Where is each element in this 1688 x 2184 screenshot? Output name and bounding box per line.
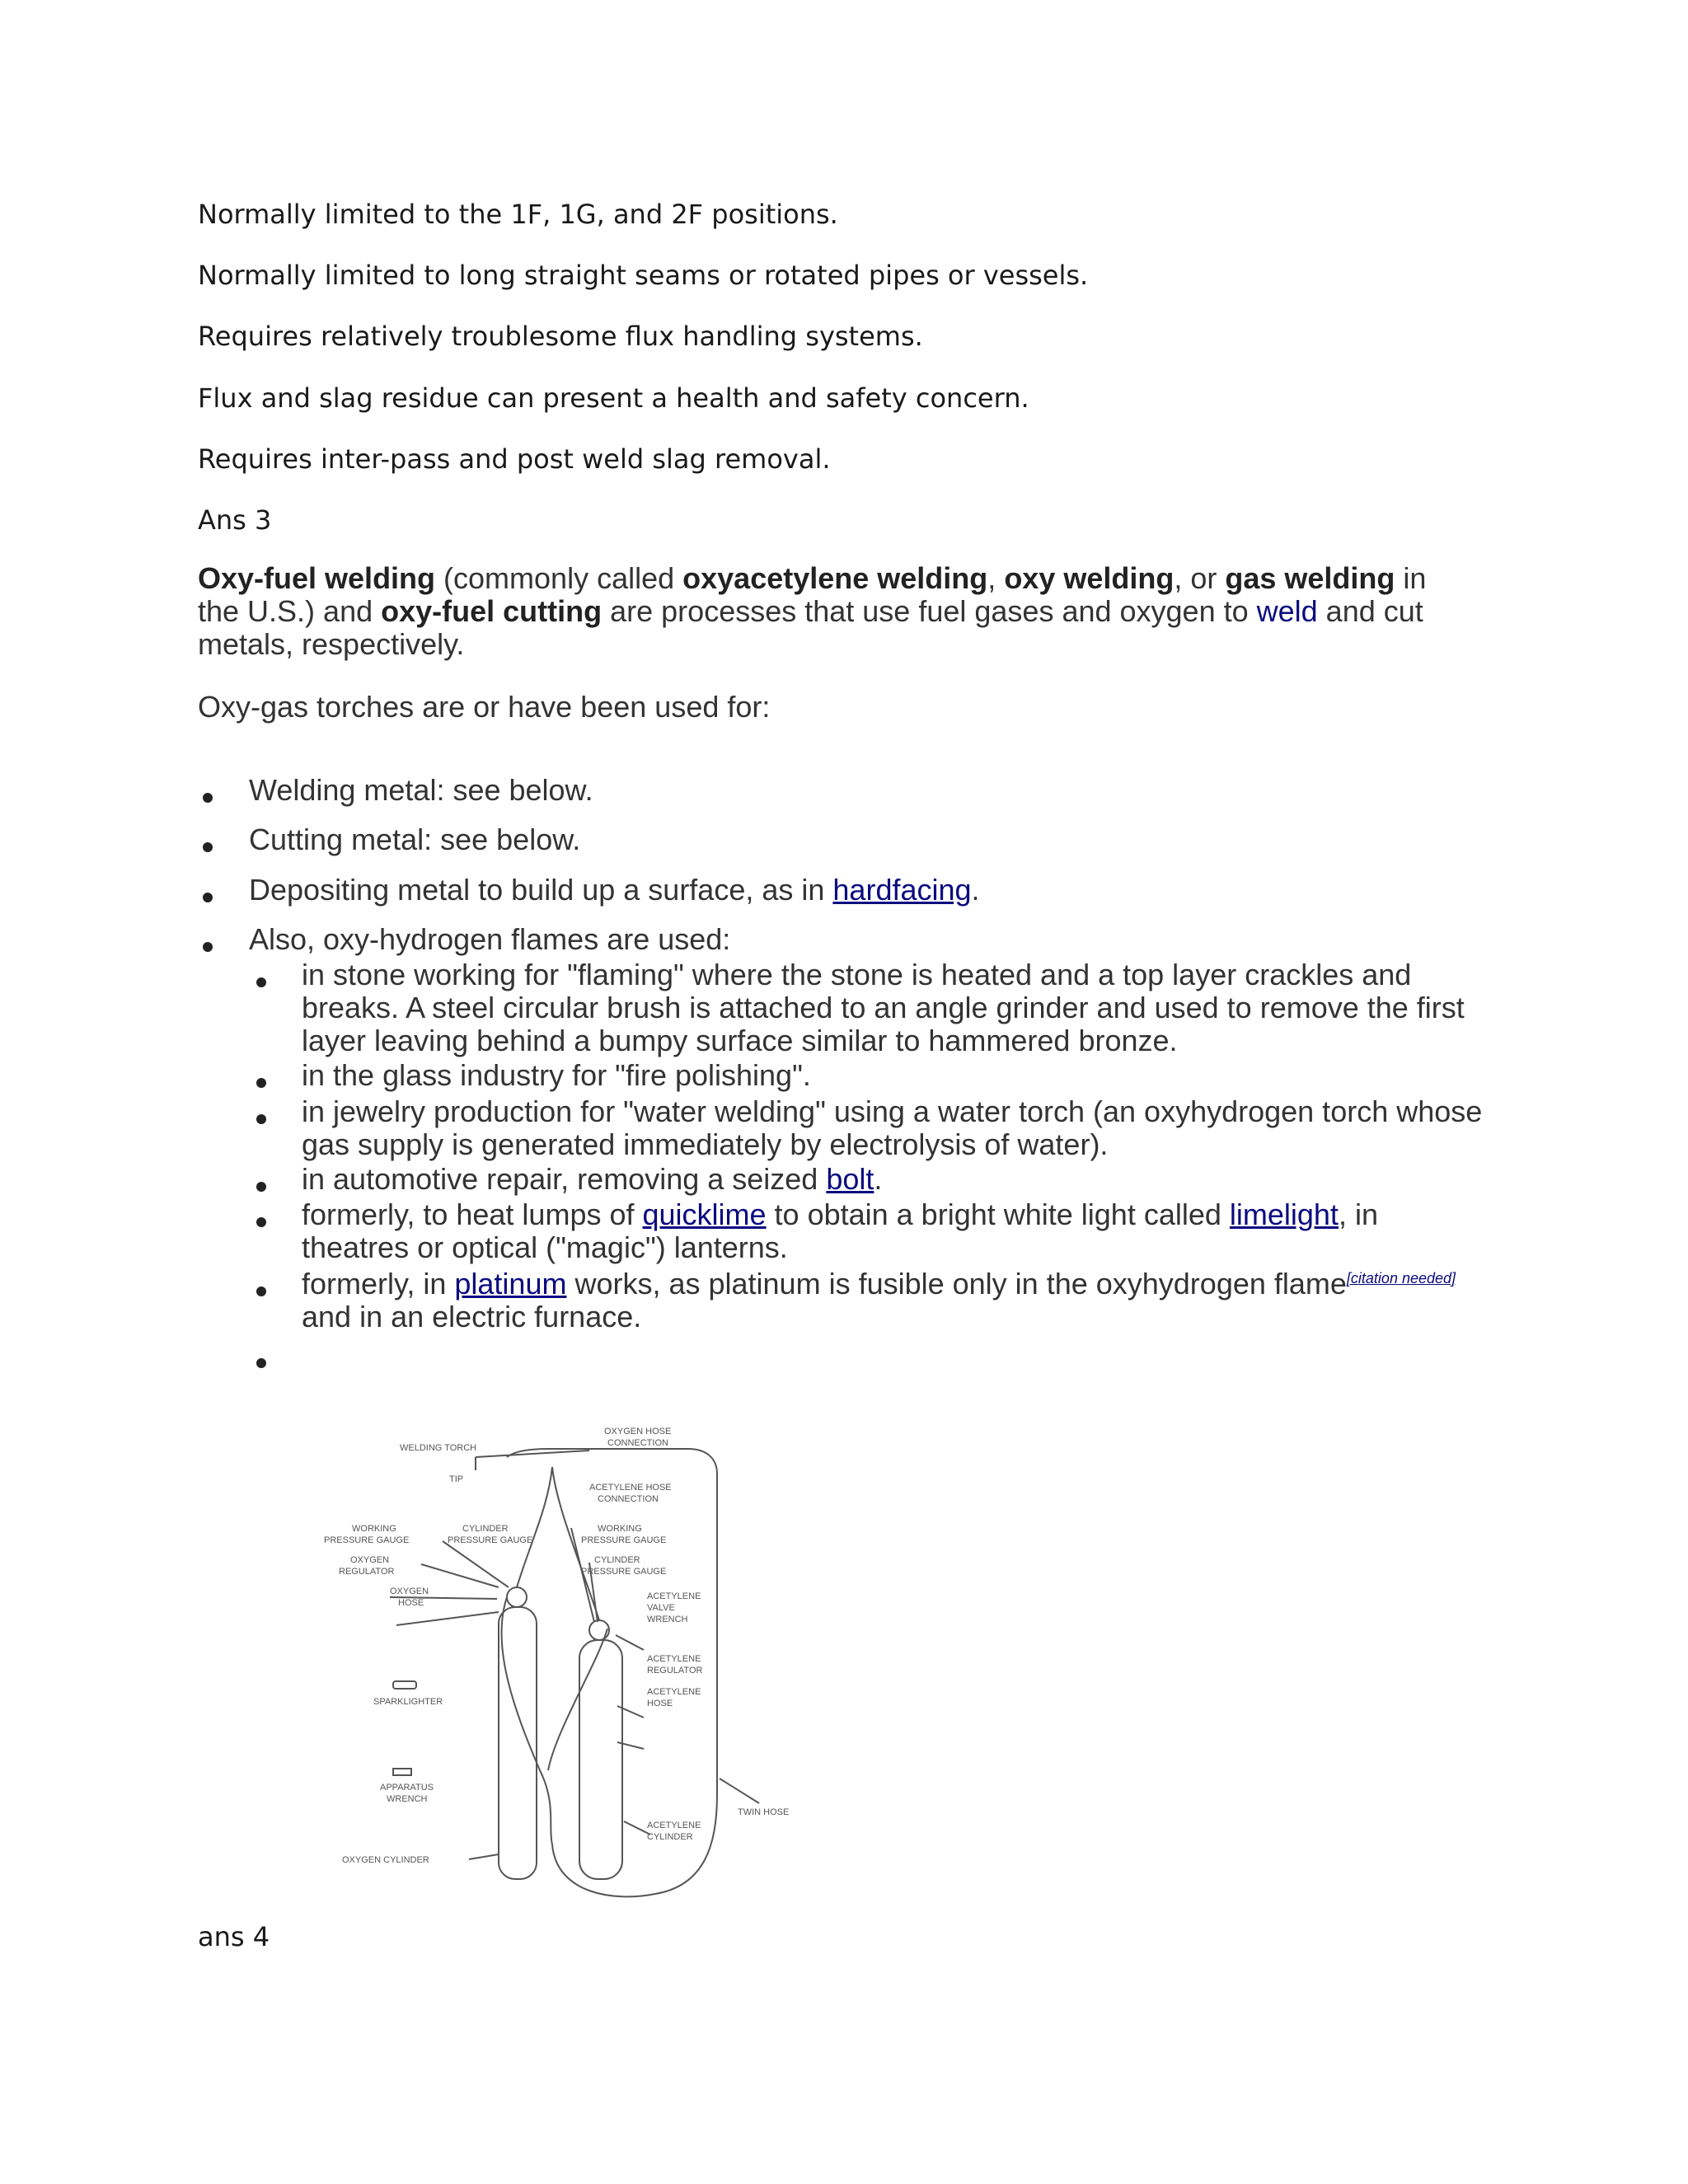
sub-list-item: formerly, to heat lumps of quicklime to obtain a bright white light called limelight, in theatres or optical ("magic") lanterns. <box>302 1197 1378 1264</box>
diagram-label: PRESSURE GAUGE <box>581 1567 667 1577</box>
hardfacing-link[interactable]: hardfacing <box>832 873 972 907</box>
diagram-label: OXYGEN <box>390 1586 429 1596</box>
list-item: Cutting metal: see below. <box>249 823 581 856</box>
diagram-label: CONNECTION <box>598 1494 659 1504</box>
diagram-label: WRENCH <box>647 1615 688 1624</box>
text-line: Flux and slag residue can present a health and safety concern. <box>198 382 1029 414</box>
bullet-icon <box>256 1078 266 1088</box>
weld-link[interactable]: weld <box>1256 594 1318 628</box>
text-line: Requires relatively troublesome flux handling systems. <box>198 321 923 352</box>
diagram-label: TWIN HOSE <box>738 1807 790 1817</box>
term: oxy welding <box>1004 561 1175 595</box>
diagram-label: ACETYLENE <box>647 1821 701 1830</box>
diagram-label: ACETYLENE <box>647 1687 701 1697</box>
footer-label: ans 4 <box>198 1921 270 1952</box>
bullet-icon <box>203 793 213 803</box>
diagram-label: HOSE <box>647 1699 673 1708</box>
diagram-label: WORKING <box>598 1524 642 1534</box>
diagram-label: CONNECTION <box>607 1438 668 1448</box>
diagram-label: OXYGEN HOSE <box>604 1427 672 1436</box>
bullet-icon <box>203 842 213 852</box>
sub-list-item: in automotive repair, removing a seized bolt. <box>302 1162 883 1196</box>
diagram-label: WELDING TORCH <box>400 1443 477 1453</box>
quicklime-link[interactable]: quicklime <box>642 1197 767 1231</box>
list-item: Depositing metal to build up a surface, as in hardfacing. <box>249 873 980 907</box>
sub-list-item: in the glass industry for "fire polishing". <box>302 1058 811 1092</box>
diagram-label: SPARKLIGHTER <box>373 1697 443 1707</box>
diagram-label: PRESSURE GAUGE <box>581 1535 667 1545</box>
term: Oxy-fuel welding <box>198 561 436 595</box>
diagram-label: VALVE <box>647 1603 675 1613</box>
diagram-label: ACETYLENE HOSE <box>589 1483 672 1493</box>
diagram-label: REGULATOR <box>339 1567 395 1577</box>
diagram-label: OXYGEN CYLINDER <box>342 1855 429 1865</box>
list-item: Also, oxy-hydrogen flames are used: <box>249 922 731 956</box>
sub-list-item: formerly, in platinum works, as platinum is fusible only in the oxyhydrogen flame[citation needed] and in an electric furnace. <box>302 1267 1456 1333</box>
list-item: Welding metal: see below. <box>249 773 593 807</box>
citation-needed-link[interactable]: [citation needed] <box>1346 1270 1456 1286</box>
sub-list-item: in jewelry production for "water welding" using a water torch (an oxyhydrogen torch whose gas supply is generated immediately by electrolysis of water). <box>302 1094 1483 1161</box>
text-line: Normally limited to the 1F, 1G, and 2F positions. <box>198 199 838 230</box>
bullet-icon <box>256 1114 266 1124</box>
diagram-label: WORKING <box>352 1524 396 1534</box>
bullet-icon <box>203 893 213 902</box>
diagram-label: ACETYLENE <box>647 1591 701 1601</box>
limelight-link[interactable]: limelight <box>1229 1197 1339 1231</box>
term: oxy-fuel cutting <box>381 594 603 628</box>
welding-equipment-diagram <box>301 1416 828 1910</box>
diagram-label: CYLINDER <box>647 1832 693 1842</box>
diagram-label: HOSE <box>398 1598 424 1608</box>
bullet-icon <box>256 977 266 987</box>
uses-heading: Oxy-gas torches are or have been used for: <box>198 690 771 724</box>
platinum-link[interactable]: platinum <box>454 1267 567 1301</box>
bullet-icon <box>256 1182 266 1192</box>
section-heading: Ans 3 <box>198 504 272 536</box>
term: oxyacetylene welding <box>682 561 988 595</box>
diagram-label: CYLINDER <box>594 1555 640 1565</box>
diagram-label: ACETYLENE <box>647 1654 701 1664</box>
bullet-icon <box>256 1286 266 1296</box>
term: gas welding <box>1225 561 1395 595</box>
bullet-icon <box>256 1217 266 1227</box>
text-line: Normally limited to long straight seams or rotated pipes or vessels. <box>198 260 1089 291</box>
acetylene-cylinder-shape <box>579 1640 622 1879</box>
bullet-icon <box>256 1358 266 1368</box>
diagram-label: APPARATUS <box>380 1783 434 1793</box>
diagram-label: OXYGEN <box>350 1555 390 1565</box>
diagram-label: PRESSURE GAUGE <box>324 1535 410 1545</box>
diagram-label: CYLINDER <box>462 1524 509 1534</box>
oxygen-cylinder-shape <box>499 1607 537 1879</box>
sub-list-item: in stone working for "flaming" where the stone is heated and a top layer crackles and breaks. A steel circular brush is attached to an angle grinder and used to remove the first layer leaving behind a bumpy surface similar to hammered bronze. <box>302 958 1465 1057</box>
diagram-label: TIP <box>449 1474 464 1484</box>
bullet-icon <box>203 942 213 952</box>
text-line: Requires inter-pass and post weld slag removal. <box>198 443 831 475</box>
diagram-label: REGULATOR <box>647 1666 703 1675</box>
intro-paragraph: Oxy-fuel welding (commonly called oxyacetylene welding, oxy welding, or gas welding in the U.S.) and oxy-fuel cutting are processes that use fuel gases and oxygen to weld and cut metals, respectively. <box>198 561 1427 661</box>
diagram-label: WRENCH <box>387 1794 428 1804</box>
diagram-label: PRESSURE GAUGE <box>448 1535 533 1545</box>
bolt-link[interactable]: bolt <box>826 1162 874 1196</box>
